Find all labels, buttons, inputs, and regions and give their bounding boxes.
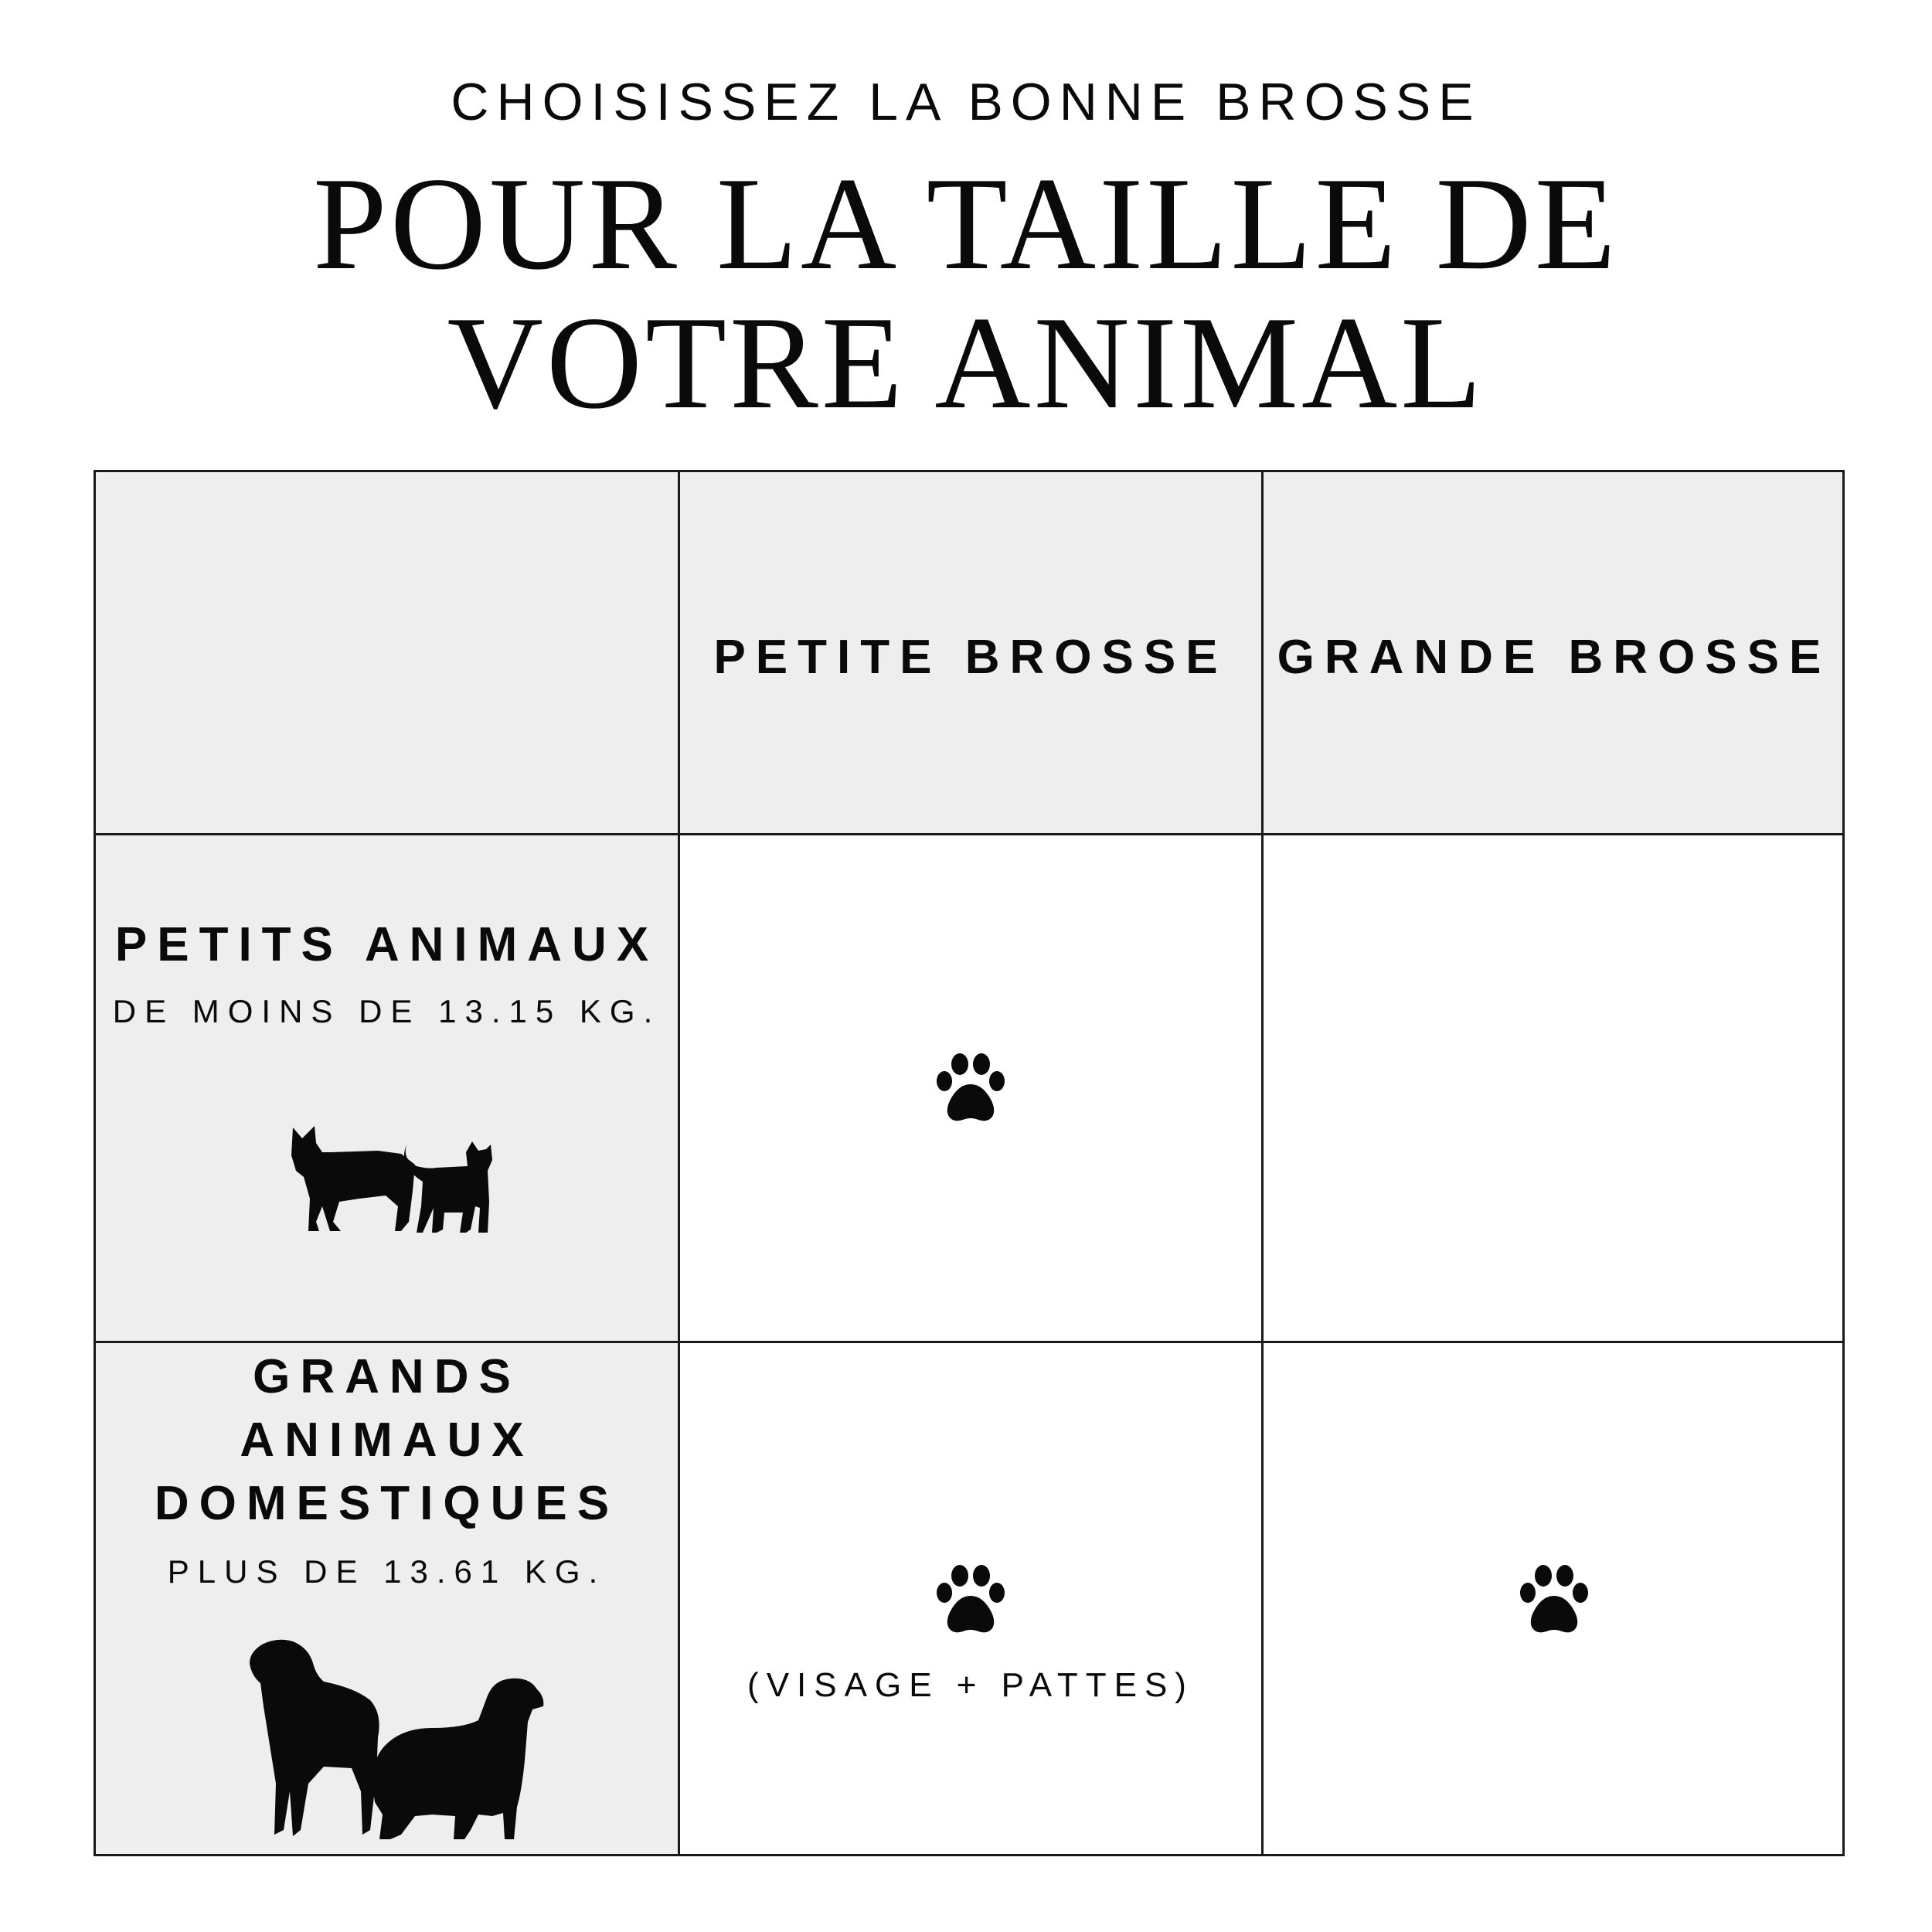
large-dogs-silhouette-icon xyxy=(247,1637,552,1845)
row-label: PETITS ANIMAUX xyxy=(114,918,659,971)
column-header-grande-brosse xyxy=(1264,472,1845,833)
title-line-2: VOTRE ANIMAL xyxy=(447,290,1485,437)
row-sublabel: PLUS DE 13.61 KG. xyxy=(167,1553,607,1590)
title-line-1: POUR LA TAILLE DE xyxy=(313,151,1619,298)
row-label-grands-animaux xyxy=(96,1343,678,1854)
row-label-line-2: ANIMAUX xyxy=(240,1413,534,1467)
column-header-label: GRANDE BROSSE xyxy=(1277,631,1832,684)
column-header-petite-brosse xyxy=(680,472,1261,833)
column-header-label: PETITE BROSSE xyxy=(713,631,1228,684)
small-dog-and-cat-silhouette-icon xyxy=(285,1121,494,1237)
row-label-line-3: DOMESTIQUES xyxy=(154,1477,620,1530)
paw-icon xyxy=(1519,1565,1590,1634)
cell-grands-animaux-grande-brosse xyxy=(1264,1343,1845,1854)
row-label-line-1: GRANDS xyxy=(253,1350,521,1403)
usage-note: (VISAGE + PATTES) xyxy=(747,1666,1194,1704)
subtitle: CHOISISSEZ LA BONNE BROSSE xyxy=(451,73,1481,131)
paw-icon xyxy=(935,1053,1006,1123)
cell-petits-animaux-grande-brosse xyxy=(1264,835,1845,1341)
cell-petits-animaux-petite-brosse xyxy=(680,835,1261,1341)
comparison-table xyxy=(94,470,1845,1856)
paw-icon xyxy=(935,1565,1006,1634)
row-label-petits-animaux xyxy=(96,835,678,1341)
row-sublabel: DE MOINS DE 13.15 KG. xyxy=(112,993,662,1029)
cell-grands-animaux-petite-brosse xyxy=(680,1343,1261,1854)
page-title xyxy=(0,151,1932,437)
